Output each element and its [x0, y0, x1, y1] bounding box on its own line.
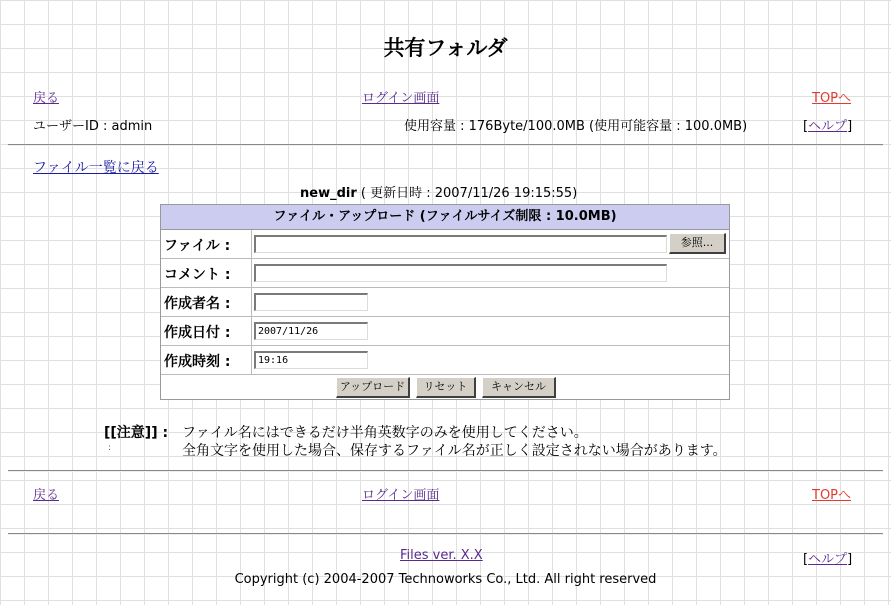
notice-colon: :: [108, 443, 112, 453]
file-input[interactable]: [254, 235, 667, 253]
page-title: 共有フォルダ: [383, 36, 508, 60]
comment-label: コメント :: [164, 267, 231, 283]
help-link-bottom-wrapper: [803, 548, 852, 567]
notice-label: [[注意]] :: [104, 425, 169, 441]
top-link-bottom[interactable]: TOPへ: [812, 488, 852, 503]
folder-info: [300, 182, 577, 201]
bracket-close: ]: [847, 552, 853, 567]
row-author: [161, 288, 729, 317]
copyright: Copyright (c) 2004-2007 Technoworks Co., Ltd. All right reserved: [234, 572, 657, 587]
login-link-bottom[interactable]: ログイン画面: [362, 488, 440, 503]
login-link-top[interactable]: ログイン画面: [362, 91, 440, 106]
cancel-button[interactable]: キャンセル: [482, 377, 556, 398]
divider-middle: [8, 470, 883, 472]
divider-top: [8, 144, 883, 146]
time-input[interactable]: 19:16: [254, 351, 368, 369]
row-date: [161, 317, 729, 346]
help-link-top[interactable]: ヘルプ: [808, 119, 848, 134]
version-link[interactable]: Files ver. X.X: [400, 548, 483, 563]
back-link-bottom[interactable]: 戻る: [33, 488, 60, 503]
help-link-top-wrapper: [803, 115, 852, 134]
top-link-top[interactable]: TOPへ: [812, 91, 852, 106]
bracket-open: [: [803, 552, 809, 567]
back-link-top[interactable]: 戻る: [33, 91, 60, 106]
folder-name: new_dir: [300, 186, 357, 201]
date-label: 作成日付 :: [164, 325, 231, 341]
upload-button[interactable]: アップロード: [336, 377, 410, 398]
comment-input[interactable]: [254, 264, 667, 282]
upload-form-heading: ファイル・アップロード (ファイルサイズ制限 : 10.0MB): [161, 205, 729, 230]
bracket-open: [: [803, 119, 809, 134]
usage-text: 使用容量 : 176Byte/100.0MB (使用可能容量 : 100.0MB): [404, 119, 748, 134]
date-input[interactable]: 2007/11/26: [254, 322, 368, 340]
bracket-close: ]: [847, 119, 853, 134]
folder-updated: ( 更新日時 : 2007/11/26 19:15:55): [356, 186, 578, 201]
browse-button[interactable]: 参照...: [669, 233, 726, 254]
notice-line-1: ファイル名にはできるだけ半角英数字のみを使用してください。: [182, 425, 588, 441]
upload-form: [160, 204, 730, 400]
back-to-list-link[interactable]: ファイル一覧に戻る: [33, 160, 159, 176]
file-label: ファイル :: [164, 238, 231, 254]
author-input[interactable]: [254, 293, 368, 311]
time-label: 作成時刻 :: [164, 354, 231, 370]
reset-button[interactable]: リセット: [416, 377, 476, 398]
divider-bottom: [8, 533, 883, 535]
author-label: 作成者名 :: [164, 296, 231, 312]
row-file: [161, 230, 729, 259]
row-time: [161, 346, 729, 375]
user-id: ユーザーID : admin: [33, 119, 153, 134]
help-link-bottom[interactable]: ヘルプ: [808, 552, 848, 567]
notice-line-2: 全角文字を使用した場合、保存するファイル名が正しく設定されない場合があります。: [182, 443, 727, 459]
row-comment: [161, 259, 729, 288]
